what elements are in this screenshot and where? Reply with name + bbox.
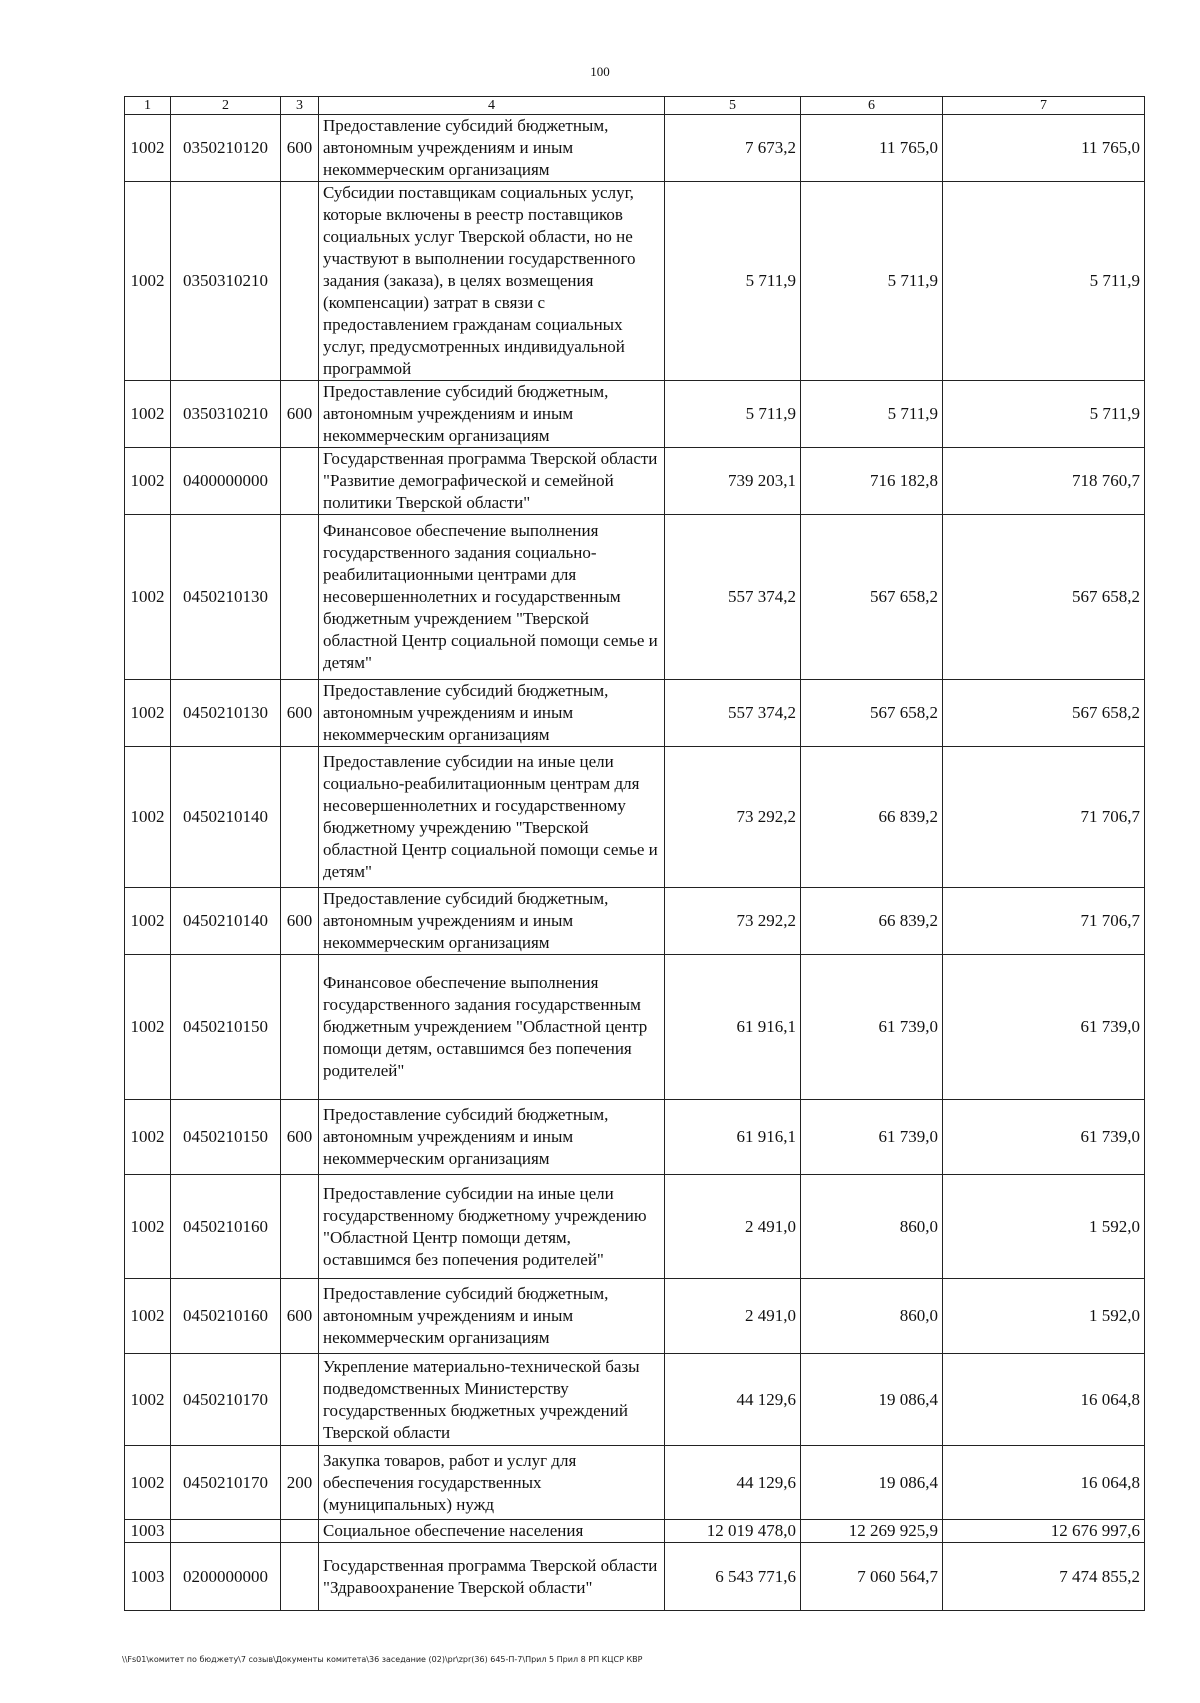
value-3-cell: 7 474 855,2 bbox=[943, 1543, 1145, 1611]
name-cell: Предоставление субсидии на иные цели социально-реабилитационным центрам для несовершеннолетних и государственному бюджетному учреждению "Тверской областной Центр социальной помощи семье и детям" bbox=[319, 747, 665, 888]
value-3-cell: 567 658,2 bbox=[943, 515, 1145, 680]
value-2-cell: 567 658,2 bbox=[801, 515, 943, 680]
razdel-cell: 1002 bbox=[125, 515, 171, 680]
value-2-cell: 860,0 bbox=[801, 1175, 943, 1279]
column-header: 1 bbox=[125, 97, 171, 115]
value-2-cell: 716 182,8 bbox=[801, 448, 943, 515]
file-path-footer: \\Fs01\комитет по бюджету\7 созыв\Документы комитета\36 заседание (02)\pr\zpr(36) 645-П-7\Прил 5 Прил 8 РП КЦСР КВР bbox=[122, 1655, 643, 1664]
csr-cell: 0350310210 bbox=[171, 381, 281, 448]
value-2-cell: 19 086,4 bbox=[801, 1354, 943, 1446]
value-1-cell: 61 916,1 bbox=[665, 955, 801, 1100]
value-2-cell: 11 765,0 bbox=[801, 115, 943, 182]
csr-cell: 0450210170 bbox=[171, 1354, 281, 1446]
table-row bbox=[125, 1520, 1145, 1543]
vr-cell: 600 bbox=[281, 680, 319, 747]
name-cell: Предоставление субсидии на иные цели государственному бюджетному учреждению "Областной Центр помощи детям, оставшимся без попечения родителей" bbox=[319, 1175, 665, 1279]
razdel-cell: 1003 bbox=[125, 1543, 171, 1611]
value-1-cell: 557 374,2 bbox=[665, 515, 801, 680]
vr-cell bbox=[281, 1543, 319, 1611]
vr-cell bbox=[281, 1520, 319, 1543]
column-header: 6 bbox=[801, 97, 943, 115]
vr-cell bbox=[281, 1354, 319, 1446]
name-cell: Финансовое обеспечение выполнения государственного задания социально-реабилитационными центрами для несовершеннолетних и государственным бюджетным учреждением "Тверской областной Центр социальной помощи семье и детям" bbox=[319, 515, 665, 680]
table-row bbox=[125, 1279, 1145, 1354]
vr-cell bbox=[281, 747, 319, 888]
name-cell: Государственная программа Тверской области "Развитие демографической и семейной политики Тверской области" bbox=[319, 448, 665, 515]
table-row bbox=[125, 515, 1145, 680]
csr-cell: 0450210160 bbox=[171, 1175, 281, 1279]
value-1-cell: 739 203,1 bbox=[665, 448, 801, 515]
value-2-cell: 7 060 564,7 bbox=[801, 1543, 943, 1611]
value-2-cell: 5 711,9 bbox=[801, 182, 943, 381]
value-3-cell: 1 592,0 bbox=[943, 1175, 1145, 1279]
razdel-cell: 1002 bbox=[125, 955, 171, 1100]
value-3-cell: 12 676 997,6 bbox=[943, 1520, 1145, 1543]
razdel-cell: 1002 bbox=[125, 680, 171, 747]
value-2-cell: 12 269 925,9 bbox=[801, 1520, 943, 1543]
name-cell: Предоставление субсидий бюджетным, автономным учреждениям и иным некоммерческим организациям bbox=[319, 1100, 665, 1175]
table-row bbox=[125, 1175, 1145, 1279]
table-row bbox=[125, 448, 1145, 515]
value-1-cell: 12 019 478,0 bbox=[665, 1520, 801, 1543]
value-3-cell: 71 706,7 bbox=[943, 888, 1145, 955]
value-3-cell: 5 711,9 bbox=[943, 182, 1145, 381]
value-3-cell: 71 706,7 bbox=[943, 747, 1145, 888]
razdel-cell: 1002 bbox=[125, 448, 171, 515]
vr-cell bbox=[281, 182, 319, 381]
table-row bbox=[125, 381, 1145, 448]
value-3-cell: 567 658,2 bbox=[943, 680, 1145, 747]
value-1-cell: 6 543 771,6 bbox=[665, 1543, 801, 1611]
value-2-cell: 19 086,4 bbox=[801, 1446, 943, 1520]
vr-cell: 600 bbox=[281, 1279, 319, 1354]
razdel-cell: 1002 bbox=[125, 1279, 171, 1354]
csr-cell bbox=[171, 1520, 281, 1543]
razdel-cell: 1002 bbox=[125, 888, 171, 955]
csr-cell: 0350310210 bbox=[171, 182, 281, 381]
value-3-cell: 61 739,0 bbox=[943, 1100, 1145, 1175]
column-header: 2 bbox=[171, 97, 281, 115]
value-3-cell: 16 064,8 bbox=[943, 1354, 1145, 1446]
table-row bbox=[125, 955, 1145, 1100]
table-row bbox=[125, 888, 1145, 955]
page-number: 100 bbox=[590, 64, 610, 79]
value-2-cell: 860,0 bbox=[801, 1279, 943, 1354]
name-cell: Субсидии поставщикам социальных услуг, которые включены в реестр поставщиков социальных услуг Тверской области, но не участвуют в выполнении государственного задания (заказа), в целях возмещения (компенсации) затрат в связи с предоставлением гражданам социальных услуг, предусмотренных индивидуальной программой bbox=[319, 182, 665, 381]
table-row bbox=[125, 680, 1145, 747]
value-3-cell: 11 765,0 bbox=[943, 115, 1145, 182]
value-3-cell: 1 592,0 bbox=[943, 1279, 1145, 1354]
value-1-cell: 44 129,6 bbox=[665, 1446, 801, 1520]
value-1-cell: 2 491,0 bbox=[665, 1279, 801, 1354]
table-row bbox=[125, 1354, 1145, 1446]
column-header: 5 bbox=[665, 97, 801, 115]
razdel-cell: 1002 bbox=[125, 381, 171, 448]
value-1-cell: 2 491,0 bbox=[665, 1175, 801, 1279]
csr-cell: 0450210170 bbox=[171, 1446, 281, 1520]
value-2-cell: 61 739,0 bbox=[801, 955, 943, 1100]
value-2-cell: 66 839,2 bbox=[801, 888, 943, 955]
column-header: 4 bbox=[319, 97, 665, 115]
value-1-cell: 5 711,9 bbox=[665, 182, 801, 381]
table-row bbox=[125, 747, 1145, 888]
name-cell: Предоставление субсидий бюджетным, автономным учреждениям и иным некоммерческим организациям bbox=[319, 115, 665, 182]
vr-cell: 600 bbox=[281, 1100, 319, 1175]
value-1-cell: 7 673,2 bbox=[665, 115, 801, 182]
csr-cell: 0450210150 bbox=[171, 1100, 281, 1175]
name-cell: Социальное обеспечение населения bbox=[319, 1520, 665, 1543]
vr-cell bbox=[281, 448, 319, 515]
csr-cell: 0400000000 bbox=[171, 448, 281, 515]
csr-cell: 0450210140 bbox=[171, 888, 281, 955]
value-3-cell: 718 760,7 bbox=[943, 448, 1145, 515]
vr-cell: 200 bbox=[281, 1446, 319, 1520]
value-3-cell: 16 064,8 bbox=[943, 1446, 1145, 1520]
name-cell: Финансовое обеспечение выполнения государственного задания государственным бюджетным учреждением "Областной центр помощи детям, оставшимся без попечения родителей" bbox=[319, 955, 665, 1100]
table-row bbox=[125, 1100, 1145, 1175]
name-cell: Предоставление субсидий бюджетным, автономным учреждениям и иным некоммерческим организациям bbox=[319, 381, 665, 448]
budget-table bbox=[124, 96, 1145, 1611]
razdel-cell: 1003 bbox=[125, 1520, 171, 1543]
value-1-cell: 5 711,9 bbox=[665, 381, 801, 448]
name-cell: Закупка товаров, работ и услуг для обеспечения государственных (муниципальных) нужд bbox=[319, 1446, 665, 1520]
razdel-cell: 1002 bbox=[125, 1446, 171, 1520]
name-cell: Предоставление субсидий бюджетным, автономным учреждениям и иным некоммерческим организациям bbox=[319, 1279, 665, 1354]
csr-cell: 0350210120 bbox=[171, 115, 281, 182]
csr-cell: 0450210140 bbox=[171, 747, 281, 888]
vr-cell bbox=[281, 1175, 319, 1279]
razdel-cell: 1002 bbox=[125, 1175, 171, 1279]
razdel-cell: 1002 bbox=[125, 1354, 171, 1446]
vr-cell: 600 bbox=[281, 381, 319, 448]
value-3-cell: 61 739,0 bbox=[943, 955, 1145, 1100]
table-row bbox=[125, 182, 1145, 381]
razdel-cell: 1002 bbox=[125, 1100, 171, 1175]
name-cell: Предоставление субсидий бюджетным, автономным учреждениям и иным некоммерческим организациям bbox=[319, 680, 665, 747]
razdel-cell: 1002 bbox=[125, 747, 171, 888]
value-2-cell: 567 658,2 bbox=[801, 680, 943, 747]
vr-cell: 600 bbox=[281, 115, 319, 182]
razdel-cell: 1002 bbox=[125, 182, 171, 381]
vr-cell bbox=[281, 955, 319, 1100]
value-1-cell: 557 374,2 bbox=[665, 680, 801, 747]
value-1-cell: 73 292,2 bbox=[665, 747, 801, 888]
value-2-cell: 61 739,0 bbox=[801, 1100, 943, 1175]
name-cell: Предоставление субсидий бюджетным, автономным учреждениям и иным некоммерческим организациям bbox=[319, 888, 665, 955]
value-1-cell: 73 292,2 bbox=[665, 888, 801, 955]
csr-cell: 0450210150 bbox=[171, 955, 281, 1100]
table-row bbox=[125, 1446, 1145, 1520]
vr-cell: 600 bbox=[281, 888, 319, 955]
table-row bbox=[125, 1543, 1145, 1611]
value-2-cell: 5 711,9 bbox=[801, 381, 943, 448]
name-cell: Государственная программа Тверской области "Здравоохранение Тверской области" bbox=[319, 1543, 665, 1611]
column-header: 3 bbox=[281, 97, 319, 115]
csr-cell: 0200000000 bbox=[171, 1543, 281, 1611]
value-3-cell: 5 711,9 bbox=[943, 381, 1145, 448]
value-1-cell: 61 916,1 bbox=[665, 1100, 801, 1175]
csr-cell: 0450210160 bbox=[171, 1279, 281, 1354]
csr-cell: 0450210130 bbox=[171, 680, 281, 747]
csr-cell: 0450210130 bbox=[171, 515, 281, 680]
value-2-cell: 66 839,2 bbox=[801, 747, 943, 888]
column-header: 7 bbox=[943, 97, 1145, 115]
vr-cell bbox=[281, 515, 319, 680]
razdel-cell: 1002 bbox=[125, 115, 171, 182]
header-row bbox=[125, 97, 1145, 115]
table-row bbox=[125, 115, 1145, 182]
name-cell: Укрепление материально-технической базы подведомственных Министерству государственных бюджетных учреждений Тверской области bbox=[319, 1354, 665, 1446]
value-1-cell: 44 129,6 bbox=[665, 1354, 801, 1446]
